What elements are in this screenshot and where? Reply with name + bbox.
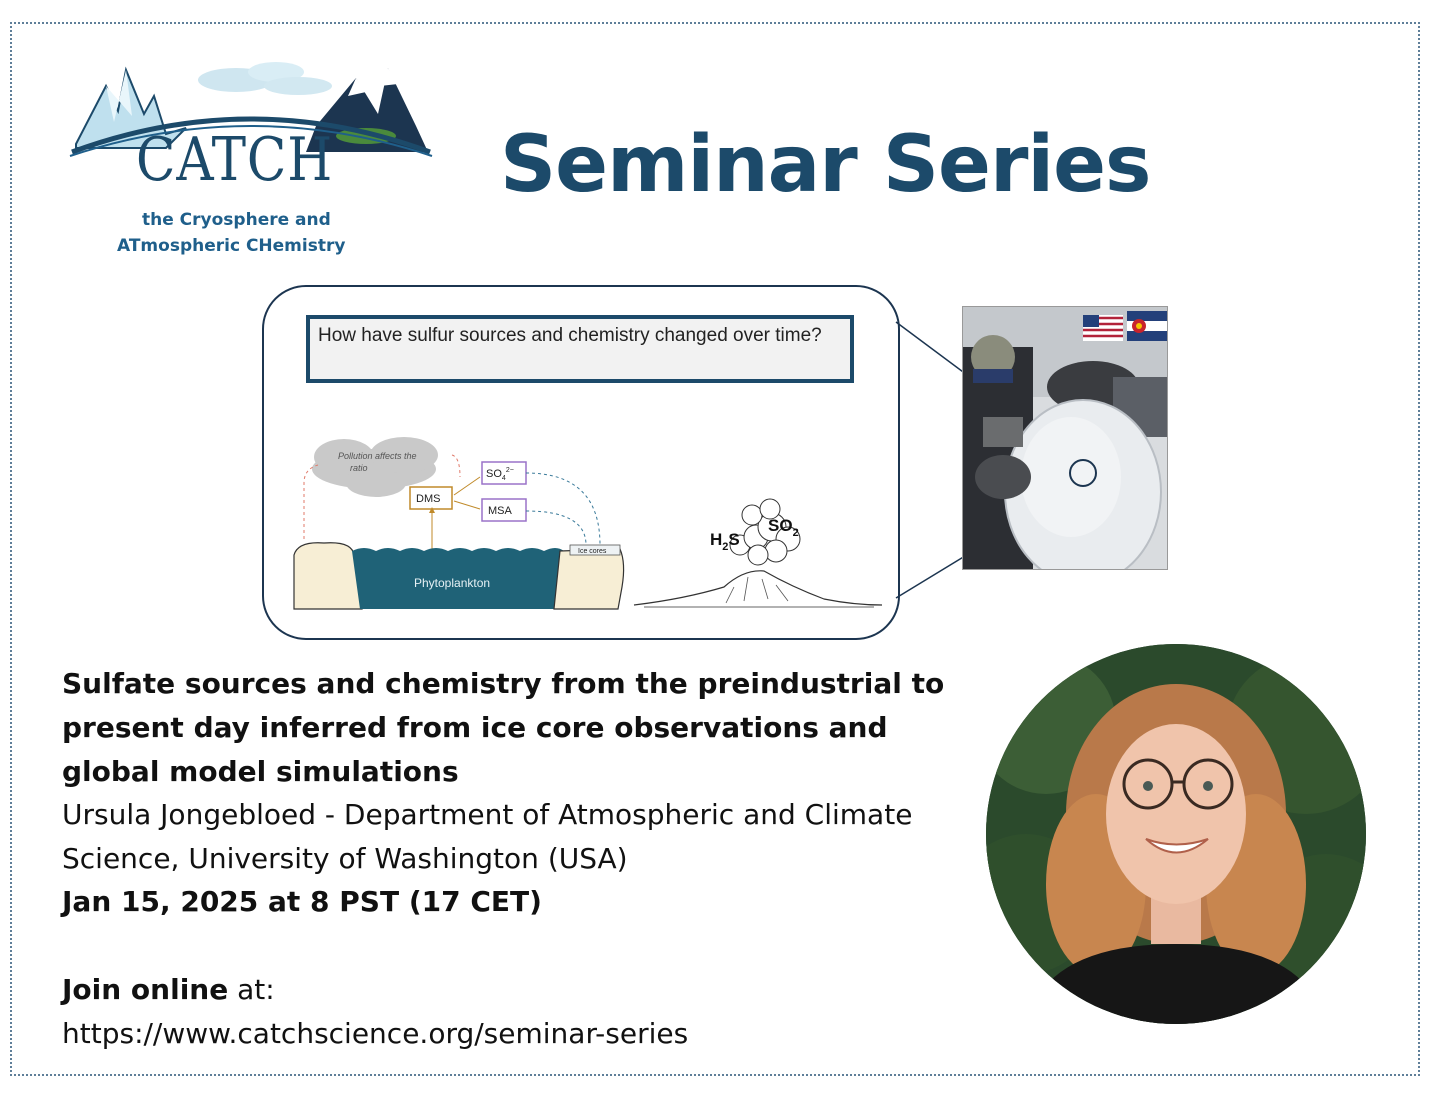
cloud-label-line1: Pollution affects the xyxy=(338,451,417,461)
logo-subtitle-line2: ATmospheric CHemistry xyxy=(117,236,346,256)
speaker-portrait xyxy=(986,644,1366,1024)
so2-label: $SO_2$ xyxy=(768,516,799,539)
join-rest-label: at: xyxy=(228,973,275,1006)
h2s-label: $H_2S$ xyxy=(710,530,740,553)
join-line xyxy=(62,968,275,1012)
ice-core-photo xyxy=(962,306,1168,570)
speaker-info: Ursula Jongebloed - Department of Atmospheric and Climate Science, University of Washington (USA) xyxy=(62,798,913,875)
event-datetime: Jan 15, 2025 at 8 PST (17 CET) xyxy=(62,885,542,918)
ice-core-photo-image xyxy=(963,307,1167,569)
speaker-portrait-image xyxy=(986,644,1366,1024)
volcano-icon xyxy=(634,499,882,607)
join-bold-label: Join online xyxy=(62,973,229,1006)
phytoplankton-label: Phytoplankton xyxy=(414,576,491,590)
seminar-url-link[interactable]: https://www.catchscience.org/seminar-series xyxy=(62,1017,689,1050)
dms-label: DMS xyxy=(416,493,441,505)
so4-label: $SO_4^{2-}$ xyxy=(486,467,514,482)
talk-title: Sulfate sources and chemistry from the preindustrial to present day inferred from ice core observations and global model simulations xyxy=(62,667,945,788)
sulfur-diagram xyxy=(262,285,900,640)
msa-label: MSA xyxy=(488,505,512,517)
ice-cores-label: Ice cores xyxy=(578,548,607,555)
cloud-label-line2: ratio xyxy=(350,463,368,473)
sulfur-cycle-illustration xyxy=(264,287,902,642)
diagram-question: How have sulfur sources and chemistry changed over time? xyxy=(306,315,854,383)
page-title: Seminar Series xyxy=(500,120,1151,210)
logo-name: CATCH xyxy=(136,125,334,195)
logo-subtitle-line1: the Cryosphere and xyxy=(142,210,331,230)
